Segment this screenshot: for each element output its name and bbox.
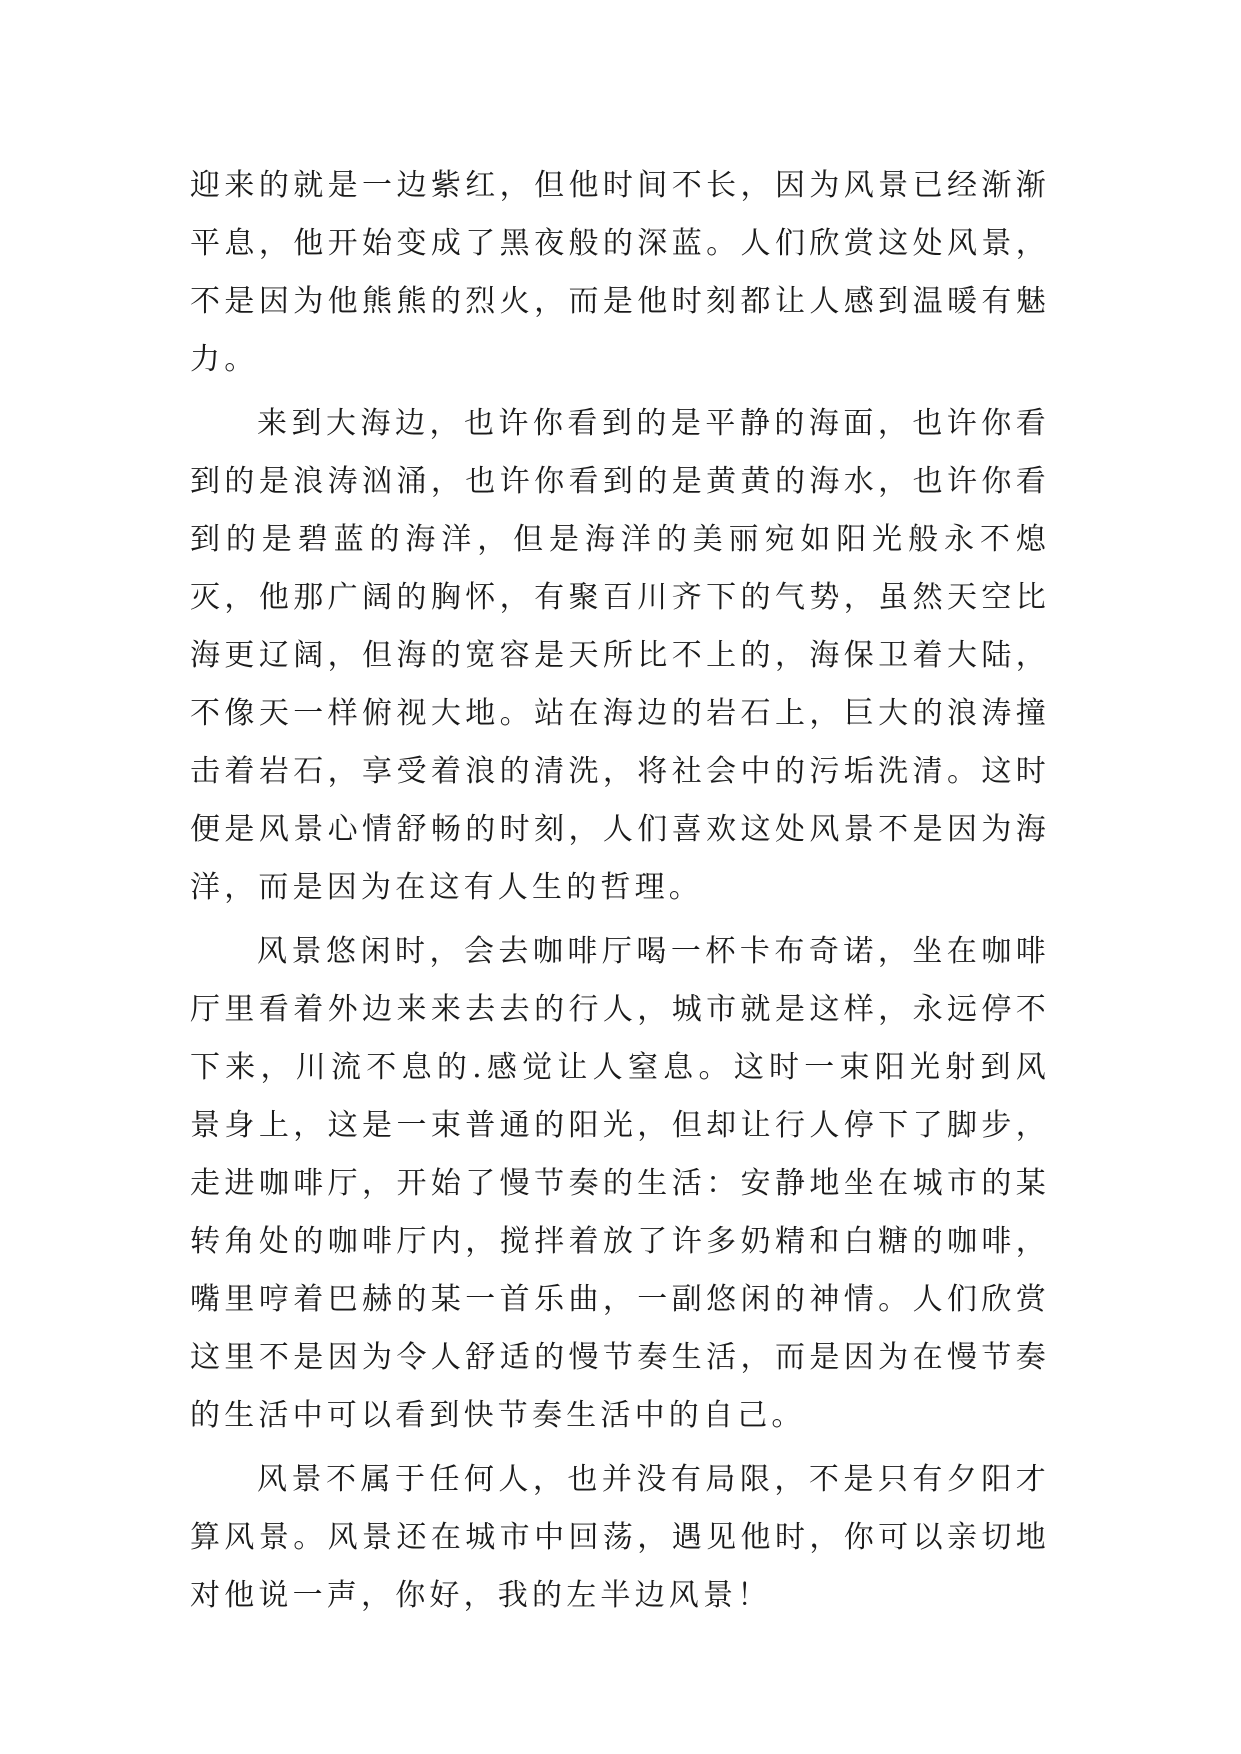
- paragraph-sea: 来到大海边，也许你看到的是平静的海面，也许你看到的是浪涛汹涌，也许你看到的是黄黄的海水，也许你看到的是碧蓝的海洋，但是海洋的美丽宛如阳光般永不熄灭，他那广阔的胸怀，有聚百川齐下的气势，虽然天空比海更辽阔，但海的宽容是天所比不上的，海保卫着大陆，不像天一样俯视大地。站在海边的岩石上，巨大的浪涛撞击着岩石，享受着浪的清洗，将社会中的污垢洗清。这时便是风景心情舒畅的时刻，人们喜欢这处风景不是因为海洋，而是因为在这有人生的哲理。: [190, 406, 1050, 905]
- paragraph-cafe: 风景悠闲时，会去咖啡厅喝一杯卡布奇诺，坐在咖啡厅里看着外边来来去去的行人，城市就是这样，永远停不下来，川流不息的.感觉让人窒息。这时一束阳光射到风景身上，这是一束普通的阳光，但却让行人停下了脚步，走进咖啡厅，开始了慢节奏的生活：安静地坐在城市的某转角处的咖啡厅内，搅拌着放了许多奶精和白糖的咖啡，嘴里哼着巴赫的某一首乐曲，一副悠闲的神情。人们欣赏这里不是因为令人舒适的慢节奏生活，而是因为在慢节奏的生活中可以看到快节奏生活中的自己。: [190, 934, 1050, 1433]
- article-body: [190, 157, 1050, 1625]
- paragraph-conclusion: 风景不属于任何人，也并没有局限，不是只有夕阳才算风景。风景还在城市中回荡，遇见他时，你可以亲切地对他说一声，你好，我的左半边风景！: [190, 1462, 1050, 1613]
- paragraph-continued: 迎来的就是一边紫红，但他时间不长，因为风景已经渐渐平息，他开始变成了黑夜般的深蓝。人们欣赏这处风景，不是因为他熊熊的烈火，而是他时刻都让人感到温暖有魅力。: [190, 168, 1050, 377]
